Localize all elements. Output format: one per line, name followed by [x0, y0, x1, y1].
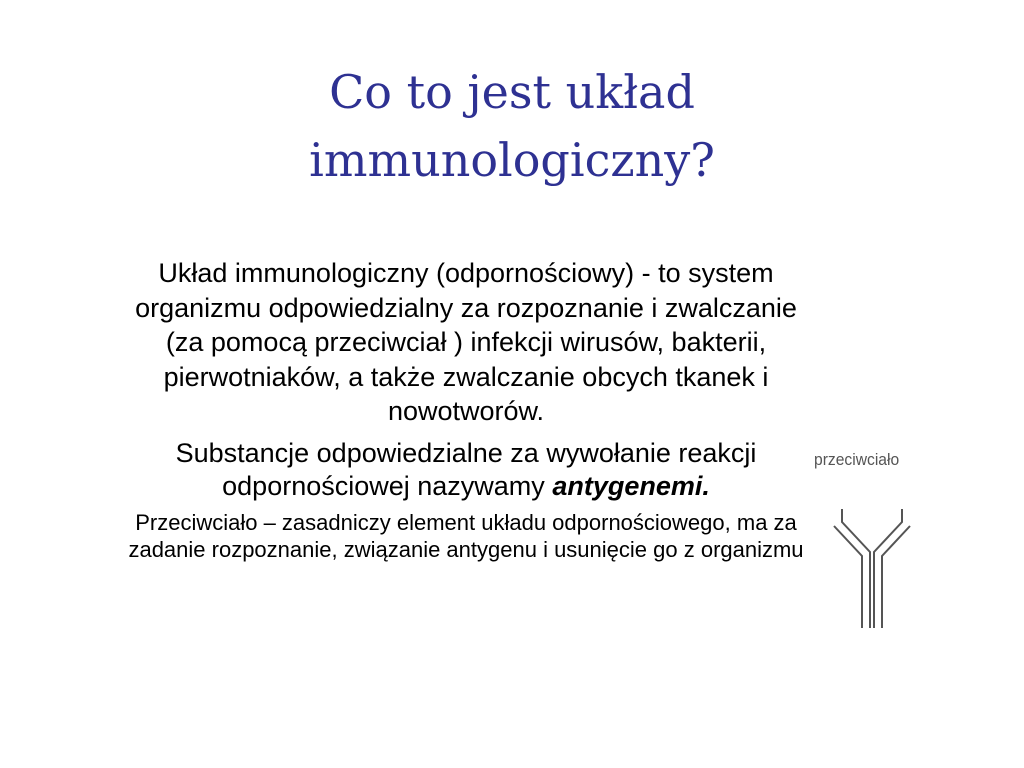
figure-label: przeciwciało — [814, 450, 900, 469]
antibody-figure — [814, 450, 944, 635]
antigen-term: antygenemi. — [552, 470, 710, 501]
antigen-paragraph-text: Substancje odpowiedzialne za wywołanie reakcji odpornościowej nazywamy — [175, 437, 757, 501]
antibody-icon — [814, 500, 944, 635]
slide-title — [150, 58, 874, 194]
title-line-1: Co to jest układ — [329, 65, 695, 119]
definition-paragraph: Układ immunologiczny (odpornościowy) - to system organizmu odpowiedzialny za rozpoznanie i zwalczanie (za pomocą przeciwciał ) infekcji wirusów, bakterii, pierwotniaków, a także zwalczanie obcych tkanek i nowotworów. — [135, 258, 797, 426]
title-line-2: immunologiczny? — [309, 133, 715, 187]
antibody-paragraph: Przeciwciało – zasadniczy element układu odpornościowego, ma za zadanie rozpoznanie, związanie antygenu i usunięcie go z organizmu — [128, 509, 804, 562]
slide-body — [128, 256, 804, 563]
antigen-paragraph — [128, 437, 804, 503]
